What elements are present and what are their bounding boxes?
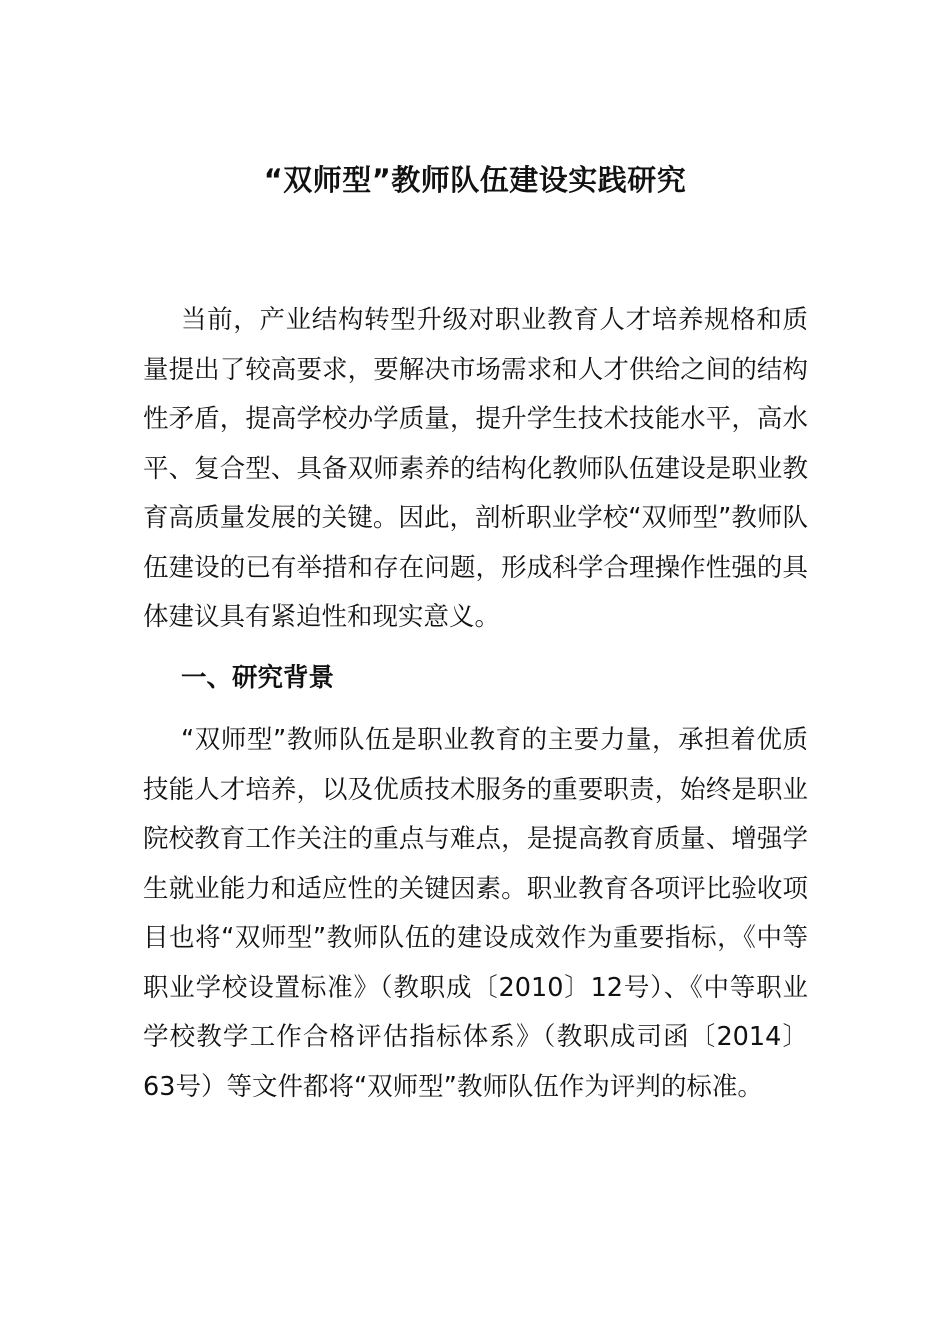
document-title: “双师型”教师队伍建设实践研究 (263, 163, 687, 197)
section-paragraph-research-background: “双师型”教师队伍是职业教育的主要力量，承担着优质技能人才培养，以及优质技术服务的重要职责，始终是职业院校教育工作关注的重点与难点，是提高教育质量、增强学生就业能力和适应性的关键因素。职业教育各项评比验收项目也将“双师型”教师队伍的建设成效作为重要指标，《中等职业学校设置标准》（教职成〔2010〕12号）、《中等职业学校教学工作合格评估指标体系》（教职成司函〔2014〕63号）等文件都将“双师型”教师队伍作为评判的标准。 (143, 725, 808, 1102)
intro-paragraph: 当前，产业结构转型升级对职业教育人才培养规格和质量提出了较高要求，要解决市场需求和人才供给之间的结构性矛盾，提高学校办学质量，提升学生技术技能水平，高水平、复合型、具备双师素养的结构化教师队伍建设是职业教育高质量发展的关键。因此，剖析职业学校“双师型”教师队伍建设的已有举措和存在问题，形成科学合理操作性强的具体建议具有紧迫性和现实意义。 (143, 305, 808, 632)
section-heading-research-background: 一、研究背景 (181, 663, 335, 693)
